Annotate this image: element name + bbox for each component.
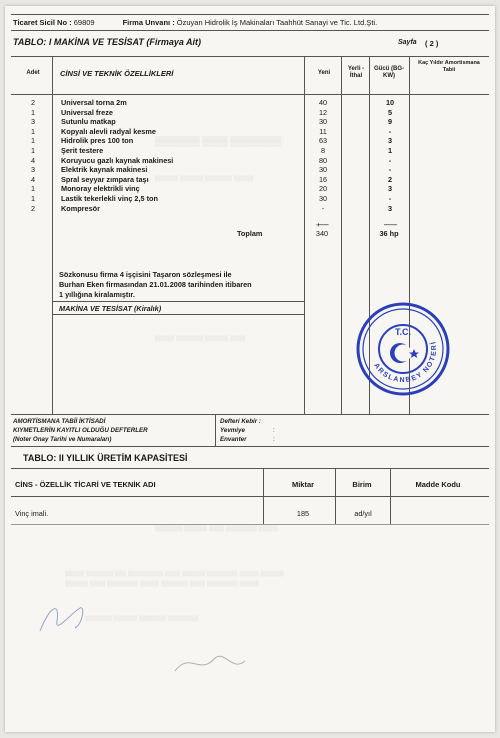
toplam-label: Toplam (237, 229, 263, 238)
bleed-through-text: ▒▒▒▒▒ ▒▒▒▒▒▒▒ ▒▒▒ ▒▒▒▒▒▒▒▒▒ ▒▒▒▒ ▒▒▒▒▒▒ ▒▒▒▒▒▒▒▒ ▒▒▒▒▒ ▒▒▒▒▒▒ (65, 571, 284, 577)
row-cins: Şerit testere (61, 146, 104, 155)
col-adet: Adet (26, 70, 40, 76)
rule (11, 468, 489, 469)
bleed-through-text: ▒▒▒▒▒▒ ▒▒▒▒ ▒▒▒▒▒▒▒▒ ▒▒▒▒▒ ▒▒▒▒▒▒▒ ▒▒▒▒ ▒▒▒▒▒▒▒▒ ▒▒▒▒▒ (65, 581, 259, 587)
row-guc: 9 (387, 117, 393, 127)
row-guc: 3 (387, 203, 393, 213)
note-line: 1 yıllığına kiralamıştır. (59, 290, 135, 299)
row-yeni: 63 (318, 136, 328, 146)
row-yeni: 30 (318, 165, 328, 175)
toplam-guc: 36 hp (379, 229, 399, 238)
row-adet: 1 (30, 146, 36, 155)
bleed-through-text: ▒▒▒▒▒▒ ▒▒▒▒▒▒ ▒▒▒▒▒▒▒ ▒▒▒▒▒ (155, 176, 254, 182)
col-rule (52, 56, 53, 414)
rule (11, 56, 489, 57)
sayfa-label: Sayfa (398, 39, 417, 46)
rule (11, 14, 489, 15)
rule (11, 414, 489, 415)
col-rule (304, 56, 305, 414)
row-guc: 2 (387, 174, 393, 184)
row-adet: 3 (30, 165, 36, 175)
rule (11, 496, 489, 497)
col-rule (263, 468, 264, 524)
row-cins: Koruyucu gazlı kaynak makinesi (61, 155, 174, 165)
document-page (5, 6, 495, 732)
row-guc: 1 (387, 146, 393, 155)
row-adet: 1 (30, 194, 36, 203)
row-cins: Sutunlu matkap (61, 117, 116, 127)
signature-mark (35, 596, 95, 641)
row-guc: - (388, 165, 392, 175)
row-guc: - (388, 126, 392, 136)
t2-row-birim: ad/yıl (354, 509, 372, 518)
tablo1-title: TABLO: I MAKİNA VE TESİSAT (Firmaya Ait) (13, 37, 202, 47)
row-cins: Hidrolik pres 100 ton (61, 136, 134, 146)
t2-row-miktar: 185 (296, 509, 310, 518)
sum-dashes: --------- (383, 220, 397, 229)
row-yeni: 11 (319, 126, 327, 136)
row-cins: Universal torna 2m (61, 98, 127, 107)
note-line: Burhan Eken firmasından 21.01.2008 tarihinden itibaren (59, 280, 252, 289)
row-guc: 5 (387, 107, 393, 117)
row-guc: - (388, 155, 392, 165)
row-adet: 1 (30, 184, 36, 194)
t2-row-cins: Vinç imali. (15, 509, 49, 518)
sicil-no: 69809 (73, 18, 95, 27)
yevmiye-colon: : (273, 427, 275, 434)
row-guc: 3 (387, 184, 393, 194)
row-cins: Monoray elektrikli vinç (61, 184, 140, 194)
t2-col-birim: Birim (352, 480, 372, 489)
tablo2-title: TABLO: II YILLIK ÜRETİM KAPASİTESİ (23, 453, 188, 463)
envanter-colon: : (273, 436, 275, 443)
bleed-through-text: ▒▒▒▒▒▒▒ ▒▒▒▒▒▒ ▒▒▒▒▒▒▒ ▒▒▒▒▒▒▒▒ (85, 616, 199, 622)
row-yeni: 20 (318, 184, 328, 194)
sicil-label: Ticaret Sicil No : (13, 18, 72, 27)
row-adet: 1 (30, 107, 36, 117)
row-adet: 1 (30, 136, 36, 146)
rule (11, 524, 489, 525)
col-amortisman: Kaç Yıldır Amortismana Tabii (418, 60, 480, 73)
row-guc: - (388, 194, 392, 203)
bleed-through-text: ▒▒▒▒▒▒▒ ▒▒▒▒▒▒ ▒▒▒▒ ▒▒▒▒▒▒▒▒ ▒▒▒▒▒ (155, 526, 279, 532)
signature-mark (170, 646, 250, 681)
firma-name: Özuyan Hidrolik İş Makinaları Taahhüt Sanayi ve Tic. Ltd.Şti. (176, 18, 378, 27)
t2-col-madde: Madde Kodu (415, 480, 461, 489)
envanter-label: Envanter (220, 436, 247, 443)
row-cins: Lastik tekerlekli vinç 2,5 ton (61, 194, 158, 203)
row-cins: Kopyalı alevli radyal kesme (61, 126, 156, 136)
stamp-ring-text: ARSLANBEY NOTERİ (372, 339, 439, 385)
row-cins: Spral seyyar zımpara taşı (61, 174, 149, 184)
rule (53, 314, 304, 315)
row-yeni: - (321, 203, 325, 213)
sayfa-value: ( 2 ) (425, 39, 439, 48)
row-adet: 1 (30, 126, 36, 136)
col-cinsi: CİNSİ VE TEKNİK ÖZELLİKLERİ (60, 69, 174, 78)
kiralik-label: MAKİNA VE TESİSAT (Kiralık) (59, 304, 162, 313)
row-yeni: 40 (318, 98, 328, 107)
stamp-center-text: T.C. (394, 327, 412, 337)
row-cins: Universal freze (61, 107, 113, 117)
note-line: Sözkonusu firma 4 işçisini Taşaron sözleşmesi ile (59, 270, 232, 279)
bleed-through-text: ▒▒▒▒▒ ▒▒▒▒▒▒▒ ▒▒▒▒▒▒ ▒▒▒▒ (155, 336, 246, 342)
notary-stamp (355, 301, 451, 397)
toplam-yeni: 340 (315, 229, 329, 238)
row-adet: 4 (30, 174, 36, 184)
row-yeni: 30 (318, 117, 328, 127)
t2-col-cins: CİNS - ÖZELLİK TİCARİ VE TEKNİK ADI (15, 480, 156, 489)
rule (11, 30, 489, 31)
row-yeni: 8 (320, 146, 326, 155)
col-rule (335, 468, 336, 524)
row-adet: 4 (30, 155, 36, 165)
kiymet-label: KIYMETLERİN KAYITLI OLDUĞU DEFTERLER (13, 427, 148, 434)
rule (53, 301, 304, 302)
row-adet: 3 (30, 117, 36, 127)
row-guc: 3 (387, 136, 393, 146)
yevmiye-label: Yevmiye (220, 427, 245, 434)
row-yeni: 80 (318, 155, 328, 165)
col-gucu: Gücü (BG-KW) (374, 66, 404, 79)
col-rule (341, 56, 342, 414)
row-adet: 2 (30, 203, 36, 213)
col-rule (390, 468, 391, 524)
rule (11, 446, 489, 447)
firma-label: Firma Unvanı : (122, 18, 175, 27)
row-cins: Elektrik kaynak makinesi (61, 165, 148, 175)
row-yeni: 12 (318, 107, 328, 117)
row-adet: 2 (30, 98, 36, 107)
amort-label: AMORTİSMANA TABİİ İKTİSADİ (13, 418, 106, 425)
sicil-row (13, 18, 377, 27)
sum-dashes: +------ (316, 220, 328, 229)
row-yeni: 16 (318, 174, 328, 184)
col-yeni: Yeni (317, 70, 331, 76)
col-rule (215, 414, 216, 446)
row-yeni: 30 (318, 194, 328, 203)
bleed-through-text: ▒▒▒▒▒▒▒ ▒▒▒▒ ▒▒▒▒▒▒▒▒ (155, 136, 282, 146)
t2-col-miktar: Miktar (291, 480, 315, 489)
row-cins: Kompresör (61, 203, 100, 213)
rule (11, 94, 489, 95)
noter-label: (Noter Onay Tarihi ve Numaraları) (13, 436, 112, 443)
defteri-kebir-label: Defteri Kebir : (220, 418, 261, 425)
col-yerli-ithal: Yerli - İthal (347, 66, 365, 79)
row-guc: 10 (385, 98, 395, 107)
